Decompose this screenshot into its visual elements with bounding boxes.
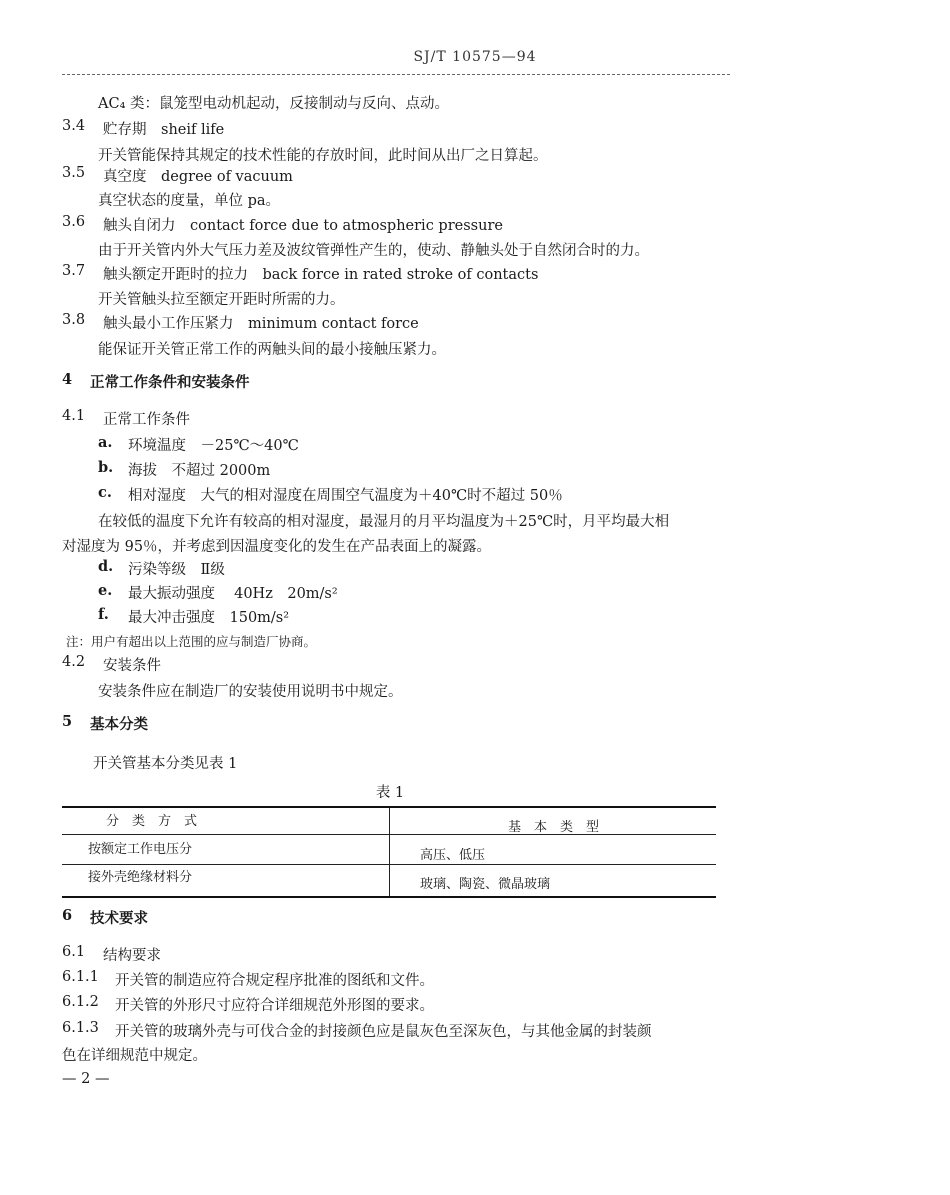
section-4-1-title: 正常工作条件	[103, 412, 190, 428]
section-6-1-1-body: 开关管的制造应符合规定程序批准的图纸和文件。	[115, 973, 434, 989]
section-6-1-3-body-1: 开关管的玻璃外壳与可伐合金的封接颜色应是鼠灰色至深灰色，与其他金属的封装颜	[115, 1024, 652, 1040]
section-4-2-number: 4.2	[62, 654, 86, 670]
section-3-8-title: 触头最小工作压紧力 minimum contact force	[103, 316, 419, 332]
item-e-text: 最大振动强度 40Hz 20m/s²	[128, 586, 338, 602]
table-row-rule	[62, 864, 716, 865]
section-3-6-body: 由于开关管内外大气压力差及波纹管弹性产生的，使动、静触头处于自然闭合时的力。	[98, 243, 649, 259]
section-5-body: 开关管基本分类见表 1	[93, 756, 238, 772]
section-6-1-title: 结构要求	[103, 948, 161, 964]
section-6-1-2-body: 开关管的外形尺寸应符合详细规范外形图的要求。	[115, 998, 434, 1014]
section-4-2-body: 安装条件应在制造厂的安装使用说明书中规定。	[98, 684, 403, 700]
section-3-6-number: 3.6	[62, 214, 86, 230]
section-4-2-title: 安装条件	[103, 658, 161, 674]
table-caption: 表 1	[375, 785, 405, 801]
item-d-label: d.	[98, 558, 114, 575]
section-5-title: 基本分类	[90, 716, 148, 733]
section-6-1-3-number: 6.1.3	[62, 1020, 99, 1036]
table-row-2-type: 玻璃、陶瓷、微晶玻璃	[420, 877, 551, 892]
section-6-1-1-number: 6.1.1	[62, 969, 99, 985]
section-3-4-body: 开关管能保持其规定的技术性能的存放时间，此时间从出厂之日算起。	[98, 148, 548, 164]
item-f-text: 最大冲击强度 150m/s²	[128, 610, 290, 626]
item-b-text: 海拔 不超过 2000m	[128, 463, 271, 479]
section-4-1-number: 4.1	[62, 408, 86, 424]
item-c-label: c.	[98, 484, 112, 501]
section-4-title: 正常工作条件和安装条件	[90, 374, 250, 391]
section-3-4-number: 3.4	[62, 118, 86, 134]
page-number: — 2 —	[62, 1071, 110, 1087]
item-c-body-1: 在较低的温度下允许有较高的相对湿度，最湿月的月平均温度为＋25℃时，月平均最大相	[98, 514, 670, 530]
line-ac4: AC₄ 类：鼠笼型电动机起动，反接制动与反向、点动。	[98, 96, 449, 112]
section-3-8-number: 3.8	[62, 312, 86, 328]
table-row-1-method: 按额定工作电压分	[88, 842, 193, 857]
section-3-5-body: 真空状态的度量，单位 pa。	[98, 193, 281, 209]
section-3-5-title: 真空度 degree of vacuum	[103, 169, 293, 185]
item-a-text: 环境温度 －25℃～40℃	[128, 438, 299, 454]
table-bottom-rule	[62, 896, 716, 898]
section-3-7-title: 触头额定开距时的拉力 back force in rated stroke of contacts	[103, 267, 539, 283]
table-row-2-method: 接外壳绝缘材料分	[88, 870, 193, 885]
section-6-1-number: 6.1	[62, 944, 86, 960]
item-b-label: b.	[98, 459, 114, 476]
table-row-1-type: 高压、低压	[420, 848, 486, 863]
item-e-label: e.	[98, 582, 113, 599]
section-3-7-number: 3.7	[62, 263, 86, 279]
section-3-7-body: 开关管触头拉至额定开距时所需的力。	[98, 292, 345, 308]
section-3-5-number: 3.5	[62, 165, 86, 181]
item-a-label: a.	[98, 434, 113, 451]
item-f-label: f.	[98, 606, 109, 623]
section-6-1-2-number: 6.1.2	[62, 994, 99, 1010]
item-c-text: 相对湿度 大气的相对湿度在周围空气温度为＋40℃时不超过 50％	[128, 488, 563, 504]
section-5-number: 5	[62, 713, 73, 730]
item-c-body-2: 对湿度为 95％，并考虑到因温度变化的发生在产品表面上的凝露。	[62, 539, 492, 555]
section-6-title: 技术要求	[90, 910, 148, 927]
section-3-4-title: 贮存期 sheif life	[103, 122, 225, 138]
table-header-type: 基 本 类 型	[508, 820, 600, 835]
header-rule	[62, 74, 730, 75]
section-6-number: 6	[62, 907, 73, 924]
item-d-text: 污染等级 Ⅱ级	[128, 562, 225, 578]
table-header-method: 分 类 方 式	[106, 814, 198, 829]
section-6-1-3-body-2: 色在详细规范中规定。	[62, 1048, 207, 1064]
note: 注：用户有超出以上范围的应与制造厂协商。	[66, 634, 317, 649]
section-4-number: 4	[62, 371, 73, 388]
section-3-6-title: 触头自闭力 contact force due to atmospheric pressure	[103, 218, 503, 234]
section-3-8-body: 能保证开关管正常工作的两触头间的最小接触压紧力。	[98, 342, 446, 358]
standard-number-header: SJ/T 10575—94	[413, 49, 537, 65]
table-header-rule	[62, 834, 716, 835]
table-column-divider	[389, 808, 390, 896]
